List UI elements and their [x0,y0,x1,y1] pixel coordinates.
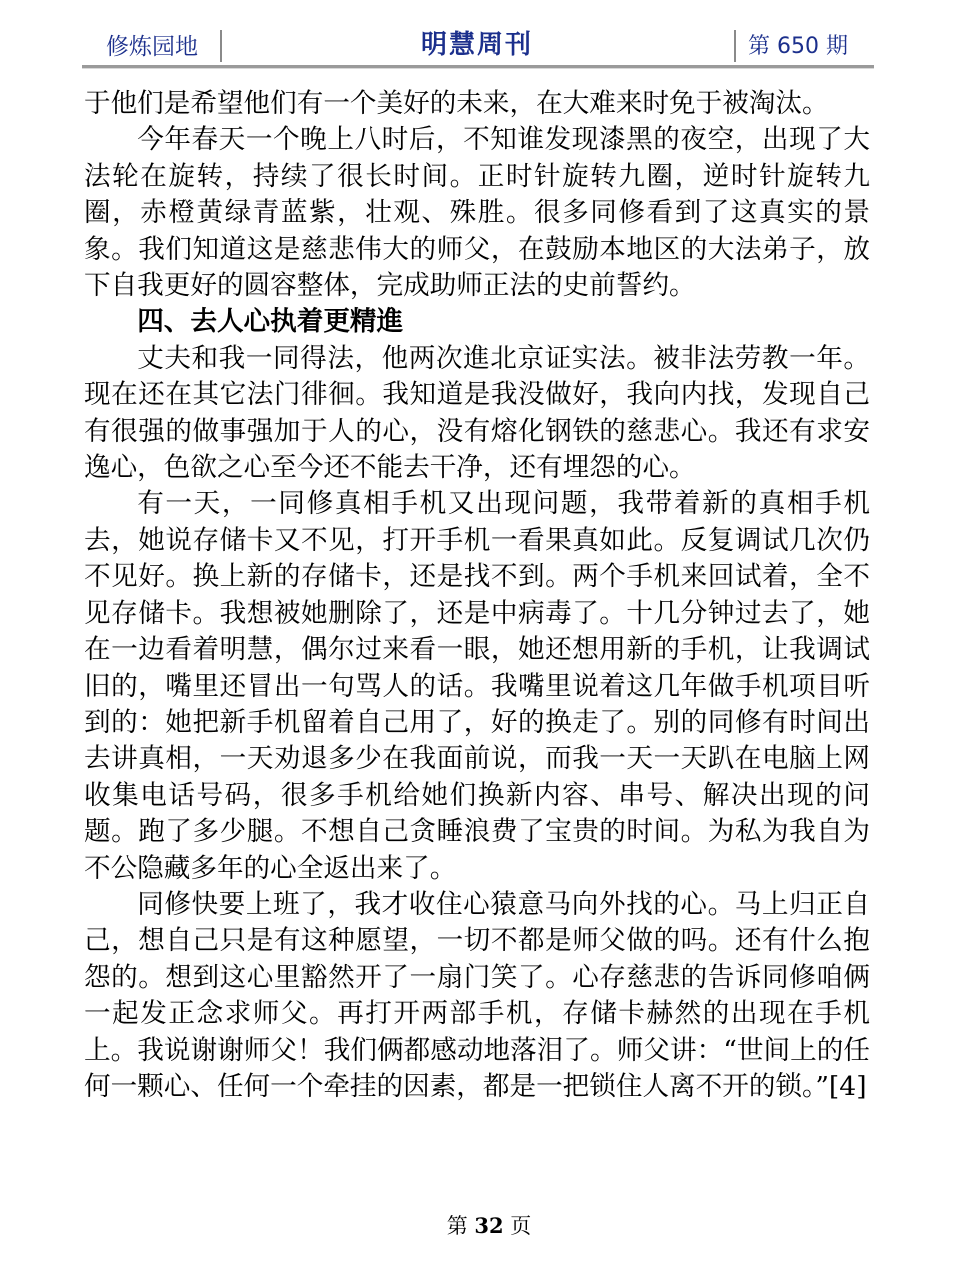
paragraph-continuation: 于他们是希望他们有一个美好的未来，在大难来时免于被淘汰。 [84,88,829,119]
section-label: 修炼园地 [106,33,198,60]
page-suffix: 页 [510,1214,532,1238]
article-body [84,86,870,1105]
page-prefix: 第 [446,1214,468,1238]
paragraph-dharma-wheel: 今年春天一个晚上八时后，不知谁发现漆黑的夜空，出现了大法轮在旋转，持续了很长时间。正时针旋转九圈，逆时针旋转九圈，赤橙黄绿青蓝紫，壮观、殊胜。很多同修看到了这真实的景象。我们知道这是慈悲伟大的师父，在鼓励本地区的大法弟子，放下自我更好的圆容整体，完成助师正法的史前誓约。 [84,124,870,302]
page-number: 32 [474,1213,504,1238]
header-divider-right [734,30,736,62]
page-footer [0,1210,978,1240]
issue-number: 第 650 期 [748,33,848,59]
publication-title: 明慧周刊 [420,29,533,60]
paragraph-phone-problem: 有一天，一同修真相手机又出现问题，我带着新的真相手机去，她说存储卡又不见，打开手机一看果真如此。反复调试几次仍不见好。换上新的存储卡，还是找不到。两个手机来回试着，全不见存储卡。我想被她删除了，还是中病毒了。十几分钟过去了，她在一边看着明慧，偶尔过来看一眼，她还想用新的手机，让我调试旧的，嘴里还冒出一句骂人的话。我嘴里说着这几年做手机项目听到的：她把新手机留着自己用了，好的换走了。别的同修有时间出去讲真相，一天劝退多少在我面前说，而我一天一天趴在电脑上网收集电话号码，很多手机给她们换新内容、串号、解决出现的问题。跑了多少腿。不想自己贪睡浪费了宝贵的时间。为私为我自为不公隐藏多年的心全返出来了。 [84,488,870,884]
header-rule [82,65,874,68]
paragraph-looking-inward: 同修快要上班了，我才收住心猿意马向外找的心。马上归正自己，想自己只是有这种愿望，一切不都是师父做的吗。还有什么抱怨的。想到这心里豁然开了一扇门笑了。心存慈悲的告诉同修咱俩一起发正念求师父。再打开两部手机，存储卡赫然的出现在手机上。我说谢谢师父！我们俩都感动地落泪了。师父讲：“世间上的任何一颗心、任何一个牵挂的因素，都是一把锁住人离不开的锁。”[4] [84,888,870,1102]
paragraph-husband: 丈夫和我一同得法，他两次進北京证实法。被非法劳教一年。现在还在其它法门徘徊。我知道是我没做好，我向内找，发现自己有很强的做事强加于人的心，没有熔化钢铁的慈悲心。我还有求安逸心，色欲之心至今还不能去干净，还有埋怨的心。 [84,342,870,484]
page-header [82,22,874,68]
section-heading: 四、去人心执着更精進 [137,306,404,338]
